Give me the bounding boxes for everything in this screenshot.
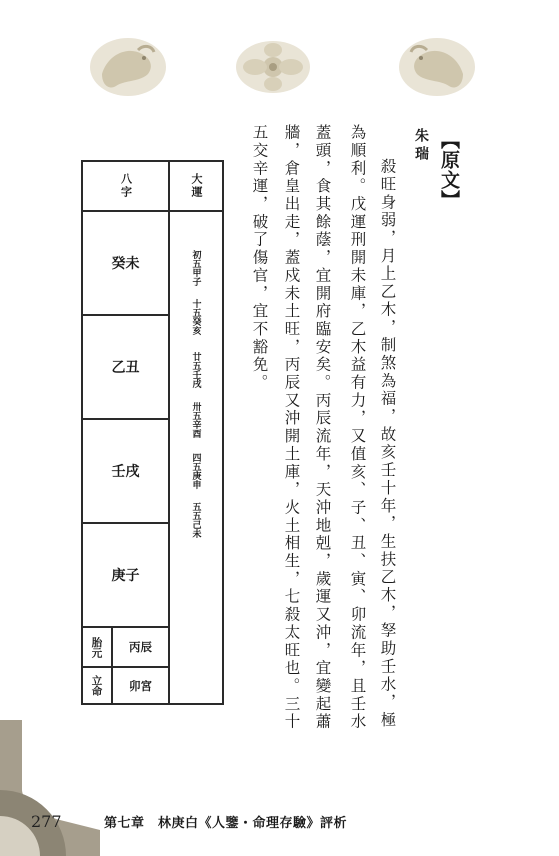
dayun-text-1: 初五甲子 [190, 250, 201, 286]
bird-ornament-left [88, 36, 168, 98]
bazi-chart [81, 160, 224, 705]
dayun-header-label: 大運 [190, 173, 203, 199]
page-number: 277 [31, 812, 62, 831]
pillar-year: 癸未 [83, 212, 168, 316]
dayun-item-4 [170, 402, 222, 438]
dayun-column [170, 162, 222, 703]
taiyuan-row [83, 628, 168, 668]
dayun-text-6: 五五己未 [190, 502, 201, 538]
taiyuan-value: 丙辰 [129, 640, 152, 654]
bazi-header [83, 162, 168, 212]
bazi-header-label: 八字 [119, 173, 133, 199]
minggong-label: 立命 [90, 675, 103, 696]
dayun-text-5: 四五庚申 [190, 453, 201, 489]
dayun-item-6 [170, 502, 222, 538]
body-column-2: 為順利。戊運刑開未庫，乙木益有力，又值亥、子、丑、寅、卯流年，且壬水 [348, 124, 367, 731]
taiyuan-label: 胎元 [90, 636, 103, 658]
minggong-row [83, 668, 168, 703]
flower-ornament [233, 36, 313, 98]
dayun-item-3 [170, 352, 222, 388]
pillar-month: 乙丑 [83, 316, 168, 420]
subject-name: 朱瑞 [413, 128, 429, 164]
section-heading: 【原文】 [438, 130, 460, 210]
pillar-day: 壬戌 [83, 420, 168, 524]
corner-decoration [0, 720, 100, 856]
dayun-item-1 [170, 250, 222, 286]
body-column-1: 殺旺身弱，月上乙木，制煞為福，故亥壬十年，生扶乙木，孥助壬水，極 [378, 158, 397, 730]
bazi-column [83, 162, 170, 703]
taiyuan-label-cell [83, 628, 113, 666]
dayun-item-5 [170, 453, 222, 489]
body-column-5: 五交辛運，破了傷官，宜不豁免。 [250, 124, 269, 392]
body-column-3: 蓋頭，食其餘蔭，宜開府臨安矣。丙辰流年，天沖地剋，歲運又沖，宜變起蕭 [313, 124, 332, 731]
bird-ornament-right [397, 36, 477, 98]
minggong-label-cell [83, 668, 113, 703]
dayun-text-2: 十五癸亥 [190, 299, 201, 335]
dayun-text-3: 廿五壬戌 [190, 352, 201, 388]
pillar-hour: 庚子 [83, 524, 168, 628]
body-column-4: 牆，倉皇出走，蓋戍未土旺，丙辰又沖開土庫，火土相生，七殺太旺也。三十 [282, 124, 301, 731]
dayun-text-4: 卅五辛酉 [190, 402, 201, 438]
running-footer-title: 第七章 林庚白《人鑒・命理存驗》評析 [104, 816, 348, 831]
dayun-header [170, 162, 222, 212]
dayun-item-2 [170, 299, 222, 335]
minggong-value: 卯宮 [129, 678, 152, 693]
